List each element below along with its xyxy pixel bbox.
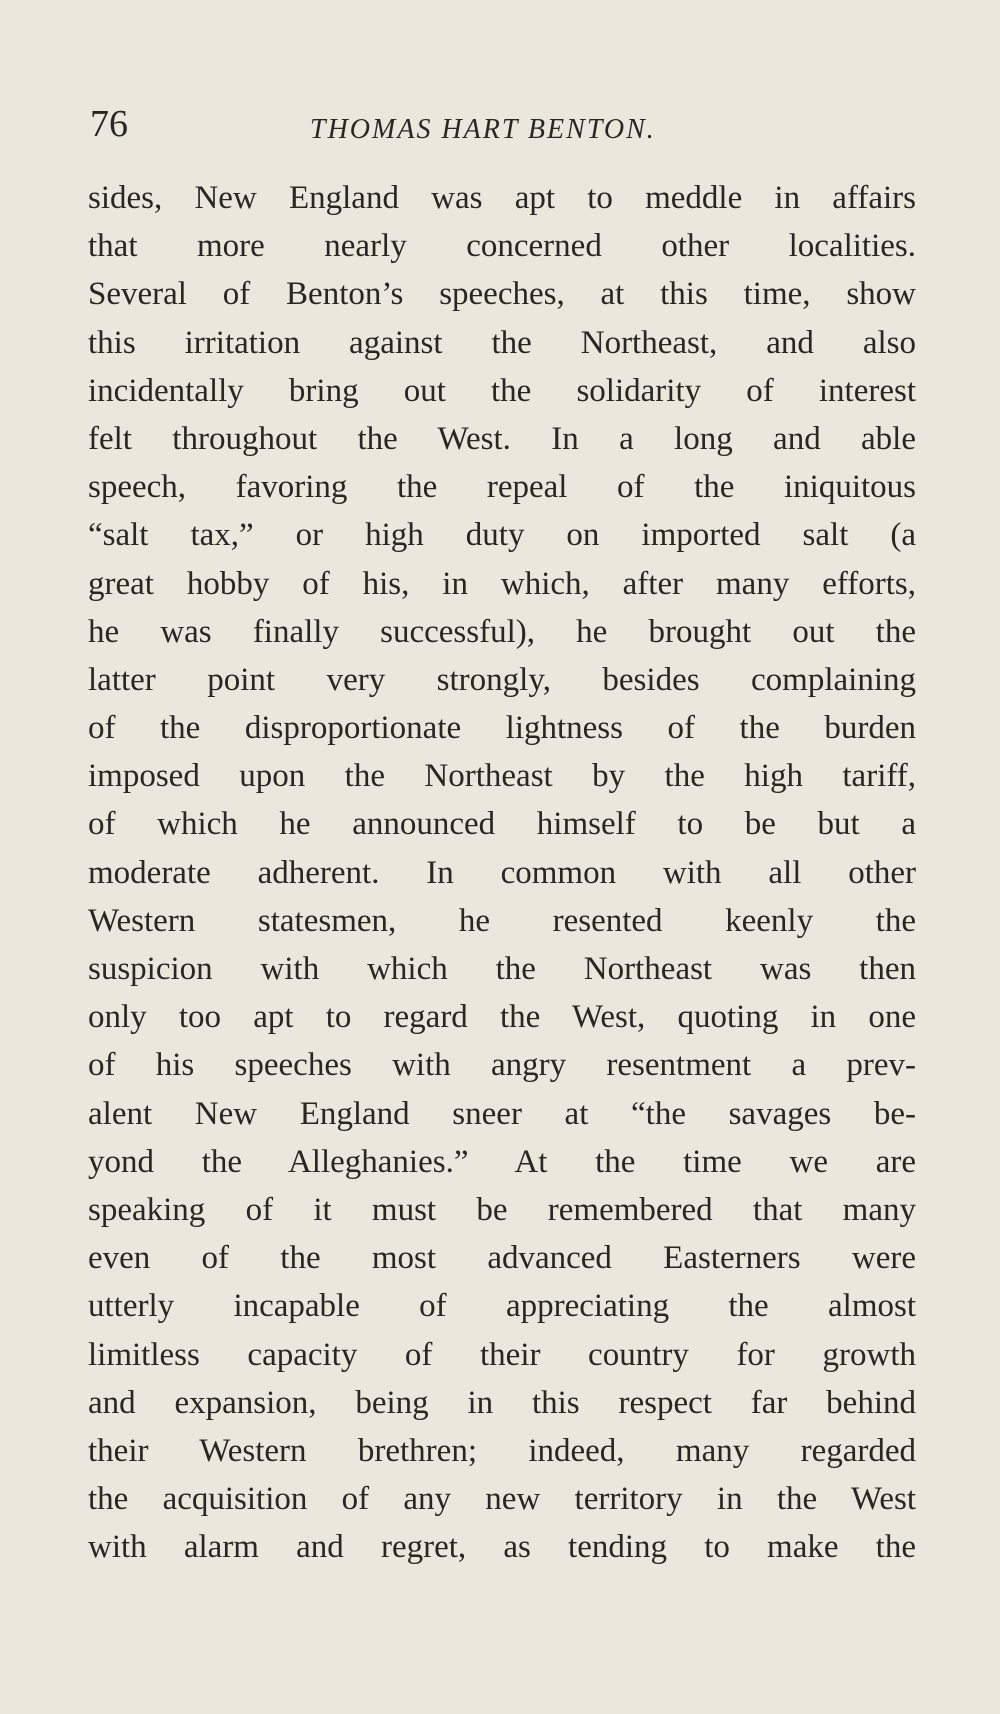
text-line: limitless capacity of their country for growth — [88, 1336, 916, 1373]
text-line: of his speeches with angry resentment a prev- — [88, 1047, 916, 1084]
text-line: Western statesmen, he resented keenly the — [88, 902, 916, 939]
text-line: of which he announced himself to be but a — [88, 806, 916, 843]
text-line: moderate adherent. In common with all other — [88, 854, 916, 891]
text-line: with alarm and regret, as tending to make the — [88, 1529, 916, 1566]
text-line: great hobby of his, in which, after many efforts, — [88, 565, 916, 602]
text-line: utterly incapable of appreciating the almost — [88, 1288, 916, 1325]
text-line: yond the Alleghanies.” At the time we are — [88, 1143, 916, 1180]
text-line: Several of Benton’s speeches, at this time, show — [88, 276, 916, 313]
text-line: suspicion with which the Northeast was then — [88, 951, 916, 987]
text-line: incidentally bring out the solidarity of interest — [88, 372, 916, 409]
running-head — [90, 104, 910, 154]
text-line: only too apt to regard the West, quoting in one — [88, 999, 916, 1036]
text-line: speech, favoring the repeal of the iniquitous — [88, 469, 916, 506]
text-line: speaking of it must be remembered that many — [88, 1191, 916, 1228]
text-line: he was finally successful), he brought out the — [88, 613, 916, 650]
text-line: the acquisition of any new territory in the West — [88, 1481, 916, 1518]
text-line: sides, New England was apt to meddle in affairs — [88, 180, 916, 216]
text-line: even of the most advanced Easterners were — [88, 1240, 916, 1277]
text-line: “salt tax,” or high duty on imported salt (a — [88, 517, 916, 554]
text-line: imposed upon the Northeast by the high tariff, — [88, 758, 916, 795]
running-title: THOMAS HART BENTON. — [310, 114, 656, 145]
text-line: their Western brethren; indeed, many regarded — [88, 1432, 916, 1469]
text-line: this irritation against the Northeast, and also — [88, 324, 916, 361]
text-line: of the disproportionate lightness of the burden — [88, 710, 916, 747]
text-line: that more nearly concerned other localities. — [88, 228, 916, 265]
body-text — [88, 174, 916, 1571]
text-line: felt throughout the West. In a long and able — [88, 420, 916, 457]
text-line: latter point very strongly, besides complaining — [88, 661, 916, 698]
text-line: alent New England sneer at “the savages be- — [88, 1095, 916, 1132]
page-number: 76 — [90, 103, 128, 145]
text-line: and expansion, being in this respect far behind — [88, 1384, 916, 1421]
